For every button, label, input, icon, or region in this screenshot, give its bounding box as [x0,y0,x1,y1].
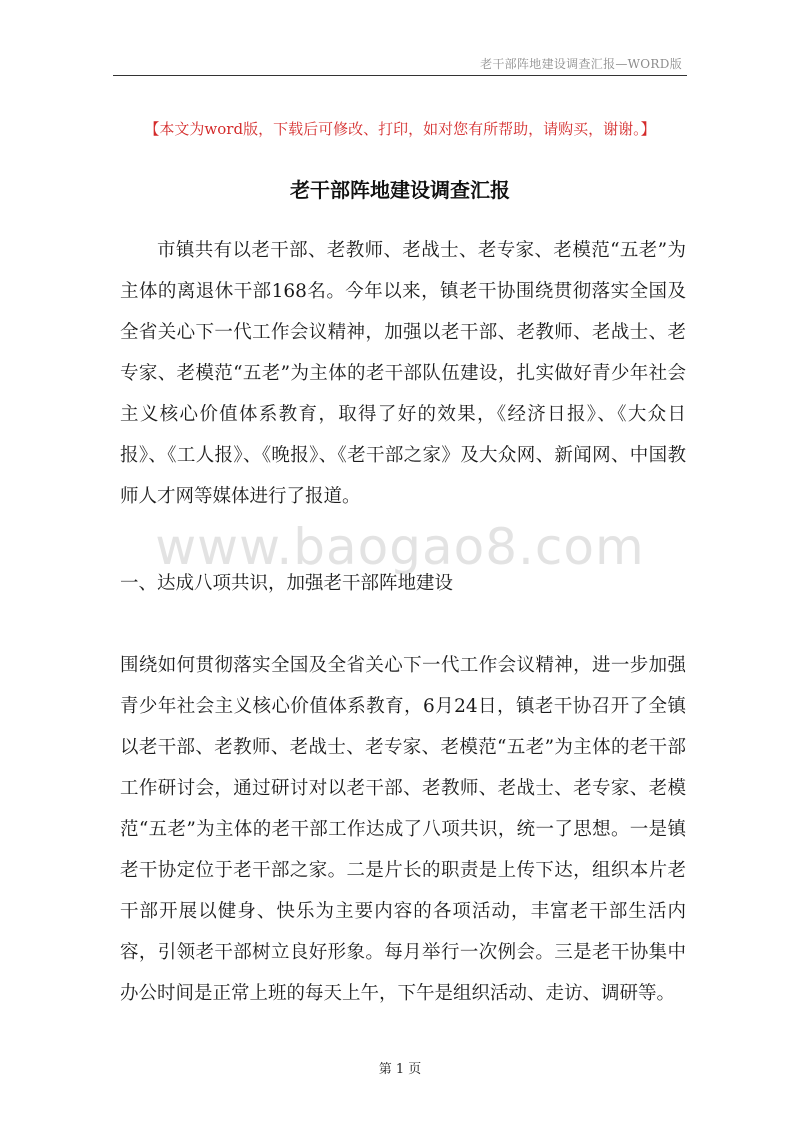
running-header: 老干部阵地建设调查汇报—WORD版 [480,57,682,71]
body-paragraph-section-1: 围绕如何贯彻落实全国及全省关心下一代工作会议精神，进一步加强青少年社会主义核心价值体系教育，6月24日，镇老干协召开了全镇以老干部、老教师、老战士、老专家、老模范“五老”为主体的老干部工作研讨会，通过研讨对以老干部、老教师、老战士、老专家、老模范“五老”为主体的老干部工作达成了八项共识，统一了思想。一是镇老干协定位于老干部之家。二是片长的职责是上传下达，组织本片老干部开展以健身、快乐为主要内容的各项活动，丰富老干部生活内容，引领老干部树立良好形象。每月举行一次例会。三是老干协集中办公时间是正常上班的每天上午，下午是组织活动、走访、调研等。 [120,655,686,1004]
document-title: 老干部阵地建设调查汇报 [290,178,510,202]
body-paragraph-intro: 市镇共有以老干部、老教师、老战士、老专家、老模范“五老”为主体的离退休干部168名。今年以来，镇老干协围绕贯彻落实全国及全省关心下一代工作会议精神，加强以老干部、老教师、老战士、老专家、老模范“五老”为主体的老干部队伍建设，扎实做好青少年社会主义核心价值体系教育，取得了好的效果，《经济日报》、《大众日报》、《工人报》、《晚报》、《老干部之家》及大众网、新闻网、中国教师人才网等媒体进行了报道。 [120,240,686,507]
page-number: 第 1 页 [378,1062,422,1077]
purchase-notice: 【本文为word版，下载后可修改、打印，如对您有所帮助，请购买，谢谢。】 [144,120,656,138]
watermark: www.baogao8.com [155,518,645,576]
section-heading-1: 一、达成八项共识，加强老干部阵地建设 [120,573,454,594]
header-divider [113,75,687,76]
